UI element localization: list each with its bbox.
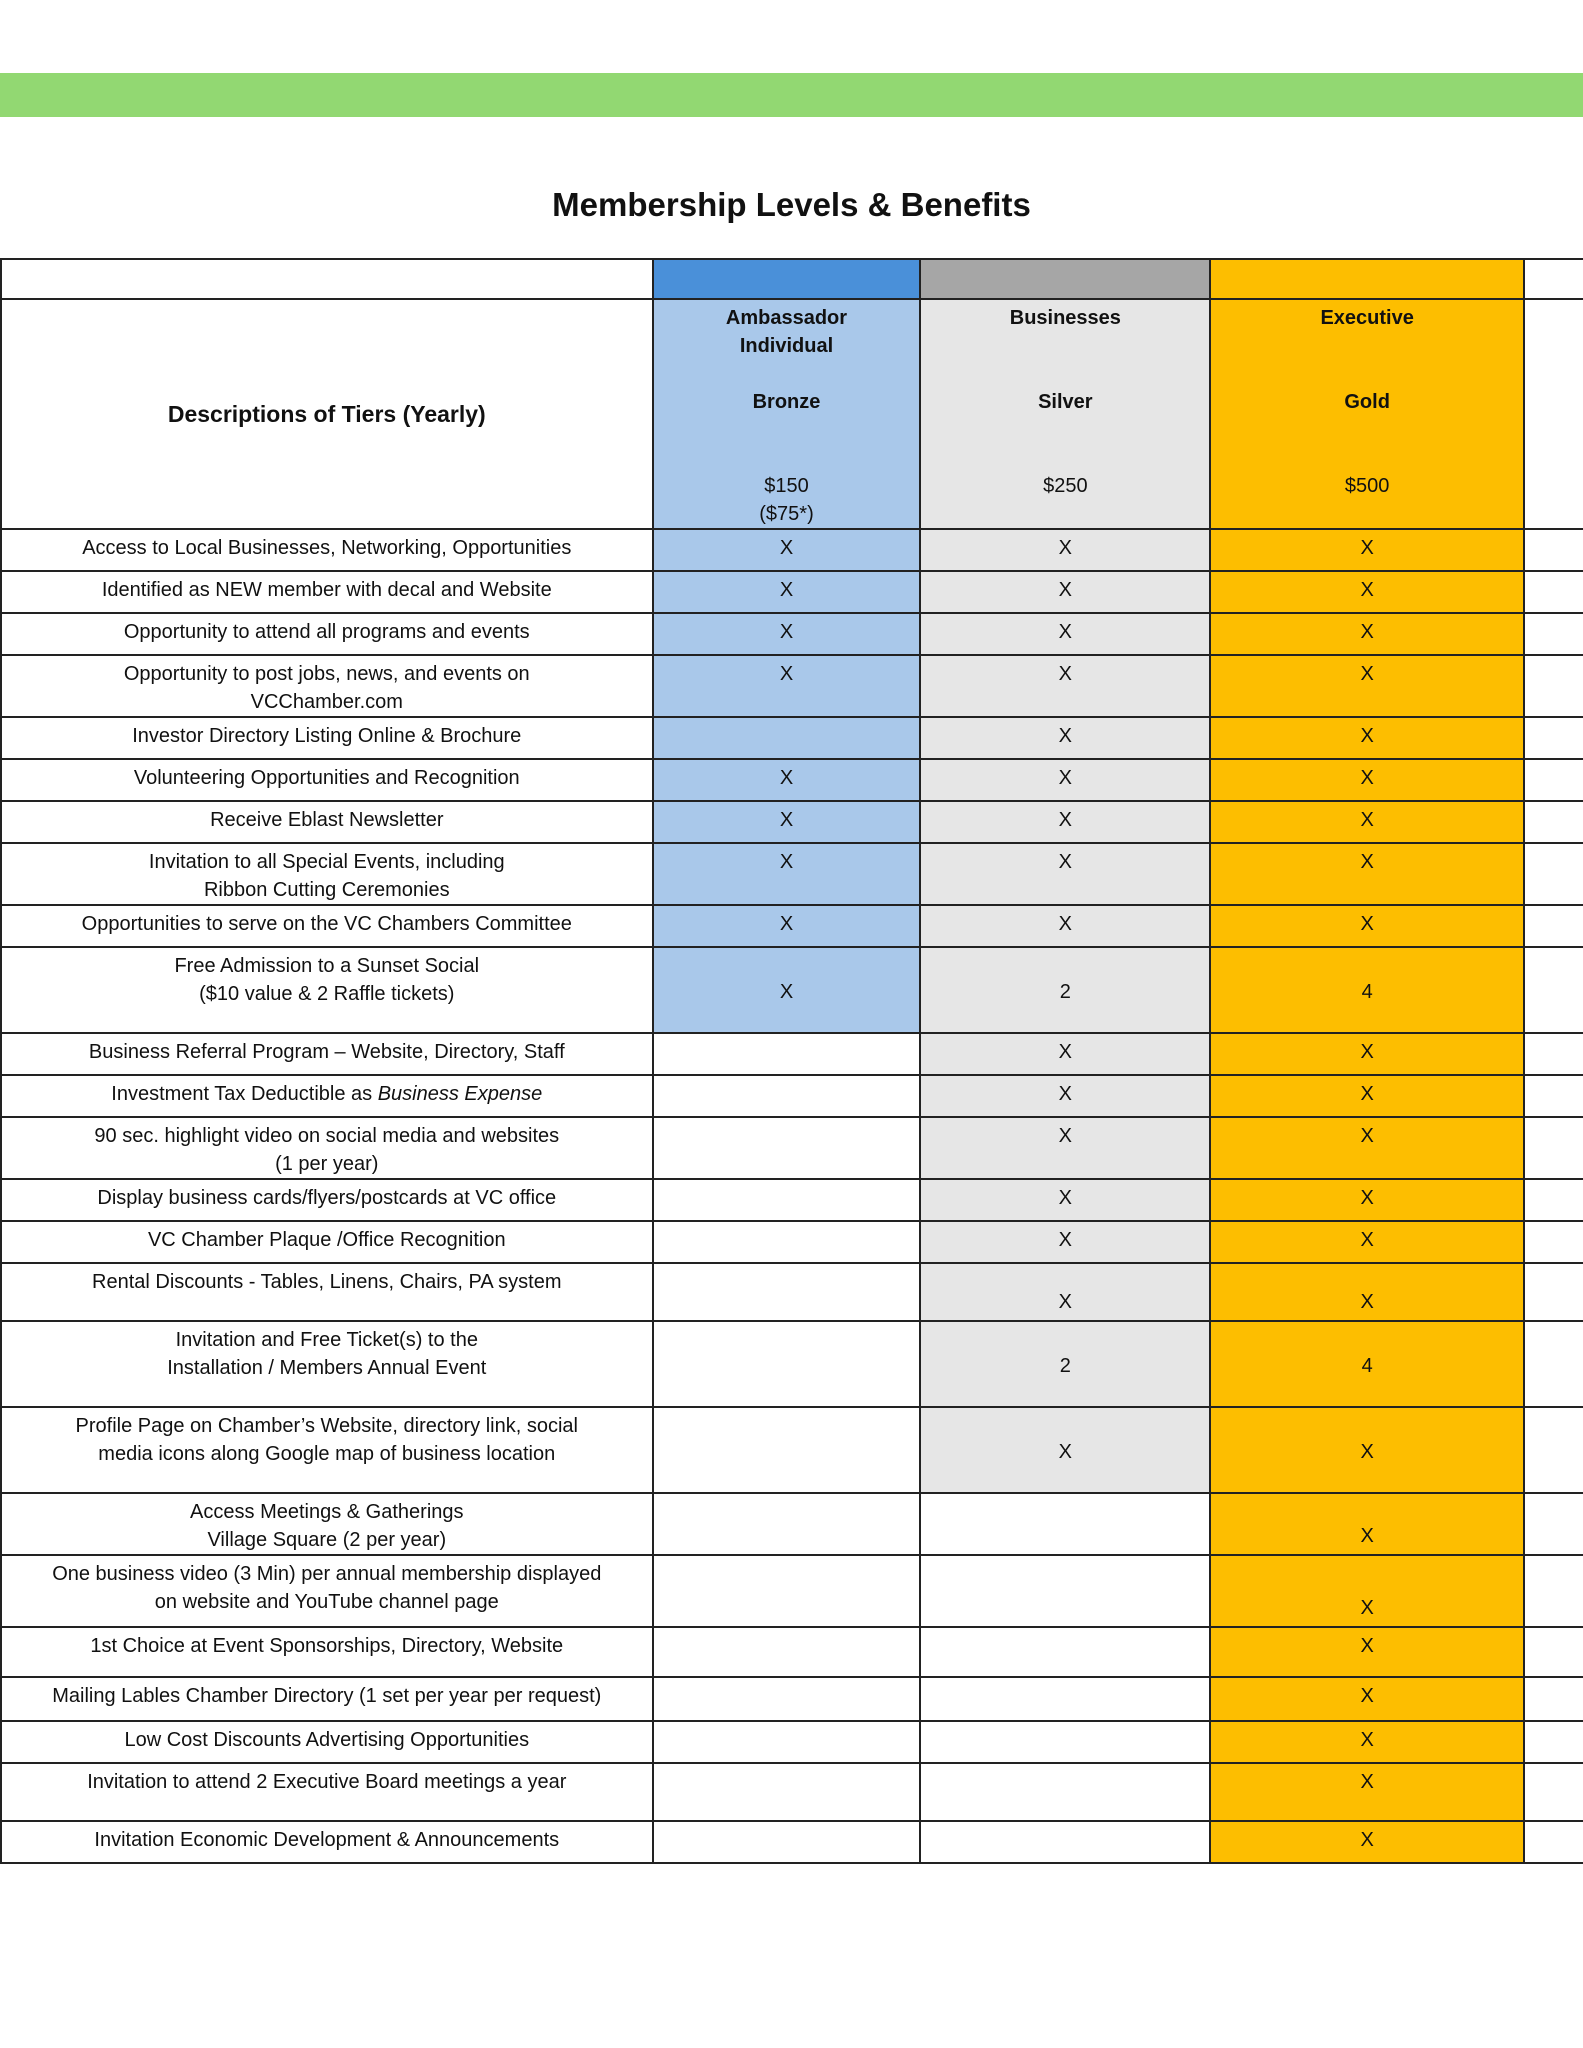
benefit-description [1, 1321, 653, 1407]
gold-mark: X [1210, 1117, 1524, 1179]
benefit-text: Mailing Lables Chamber Directory (1 set per year per request) [52, 1685, 602, 1707]
silver-mark: X [920, 717, 1210, 759]
benefit-text: 90 sec. highlight video on social media and websites [94, 1125, 560, 1147]
silver-mark [920, 1627, 1210, 1677]
table-row [1, 947, 1583, 1033]
silver-mark: X [920, 529, 1210, 571]
gold-mark: X [1210, 1493, 1524, 1555]
benefit-text: Invitation to all Special Events, including [148, 851, 505, 873]
benefit-text: Opportunities to serve on the VC Chambers Committee [81, 913, 572, 935]
benefit-text: VC Chamber Plaque /Office Recognition [147, 1229, 506, 1251]
tier-price: $150 [764, 475, 809, 497]
table-row [1, 1555, 1583, 1627]
benefit-description [1, 843, 653, 905]
table-row [1, 1721, 1583, 1763]
blank-cell [1, 259, 653, 299]
bronze-mark [653, 1821, 921, 1863]
table-row [1, 1075, 1583, 1117]
bronze-mark [653, 1627, 921, 1677]
gold-mark: X [1210, 571, 1524, 613]
benefit-description [1, 1627, 653, 1677]
table-row [1, 1179, 1583, 1221]
benefit-description [1, 1221, 653, 1263]
table-row [1, 1677, 1583, 1721]
gold-mark: X [1210, 1821, 1524, 1863]
bronze-mark [653, 1033, 921, 1075]
bronze-mark [653, 1763, 921, 1821]
bronze-mark [653, 1117, 921, 1179]
bronze-mark: X [653, 613, 921, 655]
gold-mark: 4 [1210, 1321, 1524, 1407]
benefit-description [1, 905, 653, 947]
benefit-description [1, 1555, 653, 1627]
table-row [1, 1221, 1583, 1263]
bronze-mark: X [653, 843, 921, 905]
bronze-mark [653, 1493, 921, 1555]
silver-mark: X [920, 759, 1210, 801]
bronze-mark: X [653, 529, 921, 571]
tier-name: Ambassador [725, 307, 848, 329]
table-row [1, 1407, 1583, 1493]
silver-mark: X [920, 1221, 1210, 1263]
gold-color-cell [1210, 259, 1524, 299]
benefit-text-line2: Installation / Members Annual Event [167, 1357, 487, 1379]
table-row [1, 613, 1583, 655]
benefit-text-line2: Village Square (2 per year) [207, 1529, 447, 1551]
silver-mark: X [920, 1263, 1210, 1321]
tier-subname: Individual [739, 335, 834, 357]
benefit-text-line2: ($10 value & 2 Raffle tickets) [199, 983, 455, 1005]
bronze-mark: X [653, 571, 921, 613]
benefit-text: Business Referral Program – Website, Directory, Staff [88, 1041, 565, 1063]
gold-mark: X [1210, 1677, 1524, 1721]
page-title: Membership Levels & Benefits [552, 186, 1031, 223]
benefit-text-line2: VCChamber.com [250, 691, 403, 713]
table-row [1, 655, 1583, 717]
gold-mark: X [1210, 717, 1524, 759]
silver-mark [920, 1493, 1210, 1555]
silver-mark: X [920, 905, 1210, 947]
benefit-description [1, 1677, 653, 1721]
bronze-mark [653, 1263, 921, 1321]
benefit-text: Access to Local Businesses, Networking, Opportunities [82, 537, 572, 559]
gold-mark: X [1210, 1179, 1524, 1221]
benefit-description [1, 1179, 653, 1221]
benefit-description [1, 1263, 653, 1321]
gold-mark: X [1210, 1407, 1524, 1493]
table-row [1, 1821, 1583, 1863]
benefit-description [1, 613, 653, 655]
benefit-description [1, 759, 653, 801]
bronze-mark [653, 1179, 921, 1221]
gold-mark: X [1210, 613, 1524, 655]
benefit-text-line2: on website and YouTube channel page [154, 1591, 499, 1613]
tiers-label: Descriptions of Tiers (Yearly) [1, 299, 653, 529]
silver-mark: X [920, 655, 1210, 717]
color-header-row [1, 259, 1583, 299]
benefit-description [1, 529, 653, 571]
gold-mark: X [1210, 905, 1524, 947]
benefit-text: Receive Eblast Newsletter [210, 809, 444, 831]
bronze-mark [653, 1221, 921, 1263]
bronze-mark: X [653, 759, 921, 801]
tier-level: Bronze [752, 391, 821, 413]
table-row [1, 529, 1583, 571]
table-row [1, 1033, 1583, 1075]
silver-mark: 2 [920, 947, 1210, 1033]
table-row [1, 1763, 1583, 1821]
gold-mark: X [1210, 529, 1524, 571]
silver-mark: X [920, 1179, 1210, 1221]
benefit-text: Free Admission to a Sunset Social [174, 955, 480, 977]
bronze-mark [653, 1407, 921, 1493]
benefit-description [1, 655, 653, 717]
bronze-mark: X [653, 801, 921, 843]
benefit-text: One business video (3 Min) per annual membership displayed [52, 1563, 602, 1585]
table-row [1, 571, 1583, 613]
benefit-description [1, 947, 653, 1033]
benefit-text: Investment Tax Deductible as [111, 1083, 378, 1105]
benefit-text: Invitation Economic Development & Announcements [94, 1829, 560, 1851]
tier-bronze-header [653, 299, 921, 529]
table-row [1, 1117, 1583, 1179]
table-row [1, 717, 1583, 759]
silver-mark: X [920, 613, 1210, 655]
benefit-description [1, 1117, 653, 1179]
benefit-text: Access Meetings & Gatherings [190, 1501, 464, 1523]
table-row [1, 801, 1583, 843]
gold-mark: X [1210, 801, 1524, 843]
gold-mark: X [1210, 1075, 1524, 1117]
table-row [1, 1321, 1583, 1407]
benefit-text: Volunteering Opportunities and Recognition [133, 767, 520, 789]
bronze-mark [653, 1721, 921, 1763]
tier-name: Executive [1320, 307, 1414, 329]
benefit-description [1, 1763, 653, 1821]
gold-mark: X [1210, 1221, 1524, 1263]
gold-mark: X [1210, 1555, 1524, 1627]
silver-mark: X [920, 801, 1210, 843]
membership-table [0, 258, 1583, 1864]
table-row [1, 843, 1583, 905]
table-row [1, 1263, 1583, 1321]
benefit-description [1, 1493, 653, 1555]
bronze-mark [653, 717, 921, 759]
gold-mark: X [1210, 1033, 1524, 1075]
table-row [1, 905, 1583, 947]
tier-price: $250 [1043, 475, 1088, 497]
tier-name: Businesses [1009, 307, 1121, 329]
benefit-text-line2: media icons along Google map of business location [98, 1443, 556, 1465]
silver-mark [920, 1555, 1210, 1627]
tier-header-row [1, 299, 1583, 529]
tier-level: Silver [1038, 391, 1093, 413]
benefit-text: Low Cost Discounts Advertising Opportunities [124, 1729, 530, 1751]
bronze-mark [653, 1677, 921, 1721]
silver-mark [920, 1763, 1210, 1821]
silver-mark: 2 [920, 1321, 1210, 1407]
benefit-description [1, 1033, 653, 1075]
silver-color-cell [920, 259, 1210, 299]
bronze-color-cell [653, 259, 921, 299]
benefit-text-line2: Ribbon Cutting Ceremonies [203, 879, 450, 901]
benefit-text: Opportunity to attend all programs and events [123, 621, 530, 643]
benefit-text: Opportunity to post jobs, news, and events on [123, 663, 530, 685]
benefit-text-emphasis: Business Expense [377, 1083, 543, 1105]
gold-mark: 4 [1210, 947, 1524, 1033]
benefit-description [1, 1407, 653, 1493]
silver-mark: X [920, 1075, 1210, 1117]
bronze-mark: X [653, 655, 921, 717]
benefit-text: Profile Page on Chamber’s Website, directory link, social [75, 1415, 578, 1437]
gold-mark: X [1210, 655, 1524, 717]
silver-mark [920, 1721, 1210, 1763]
table-row [1, 1493, 1583, 1555]
bronze-mark [653, 1321, 921, 1407]
silver-mark: X [920, 1407, 1210, 1493]
accent-bar [0, 73, 1583, 117]
silver-mark: X [920, 1117, 1210, 1179]
benefit-description [1, 801, 653, 843]
silver-mark: X [920, 843, 1210, 905]
tier-silver-header [920, 299, 1210, 529]
benefit-text: Display business cards/flyers/postcards at VC office [97, 1187, 557, 1209]
benefit-description [1, 1721, 653, 1763]
silver-mark: X [920, 571, 1210, 613]
benefit-text: Rental Discounts - Tables, Linens, Chairs, PA system [92, 1271, 562, 1293]
table-row [1, 1627, 1583, 1677]
bronze-mark [653, 1555, 921, 1627]
gold-mark: X [1210, 1721, 1524, 1763]
tier-gold-header [1210, 299, 1524, 529]
tier-level: Gold [1344, 391, 1390, 413]
benefit-text: Identified as NEW member with decal and Website [101, 579, 552, 601]
tier-price: $500 [1344, 475, 1390, 497]
benefit-text: Investor Directory Listing Online & Brochure [132, 725, 522, 747]
benefit-description [1, 1075, 653, 1117]
benefit-text-line2: (1 per year) [275, 1153, 379, 1175]
benefit-text: 1st Choice at Event Sponsorships, Directory, Website [90, 1635, 564, 1657]
bronze-mark: X [653, 947, 921, 1033]
benefit-description [1, 1821, 653, 1863]
tier-price-note: ($75*) [759, 503, 814, 525]
bronze-mark: X [653, 905, 921, 947]
benefit-text: Invitation and Free Ticket(s) to the [175, 1329, 478, 1351]
benefit-text: Invitation to attend 2 Executive Board meetings a year [87, 1771, 567, 1793]
gold-mark: X [1210, 1263, 1524, 1321]
silver-mark [920, 1677, 1210, 1721]
gold-mark: X [1210, 1627, 1524, 1677]
silver-mark [920, 1821, 1210, 1863]
table-row [1, 759, 1583, 801]
bronze-mark [653, 1075, 921, 1117]
gold-mark: X [1210, 843, 1524, 905]
silver-mark: X [920, 1033, 1210, 1075]
benefit-rows [1, 529, 1583, 1863]
benefit-description [1, 717, 653, 759]
gold-mark: X [1210, 759, 1524, 801]
benefit-description [1, 571, 653, 613]
gold-mark: X [1210, 1763, 1524, 1821]
